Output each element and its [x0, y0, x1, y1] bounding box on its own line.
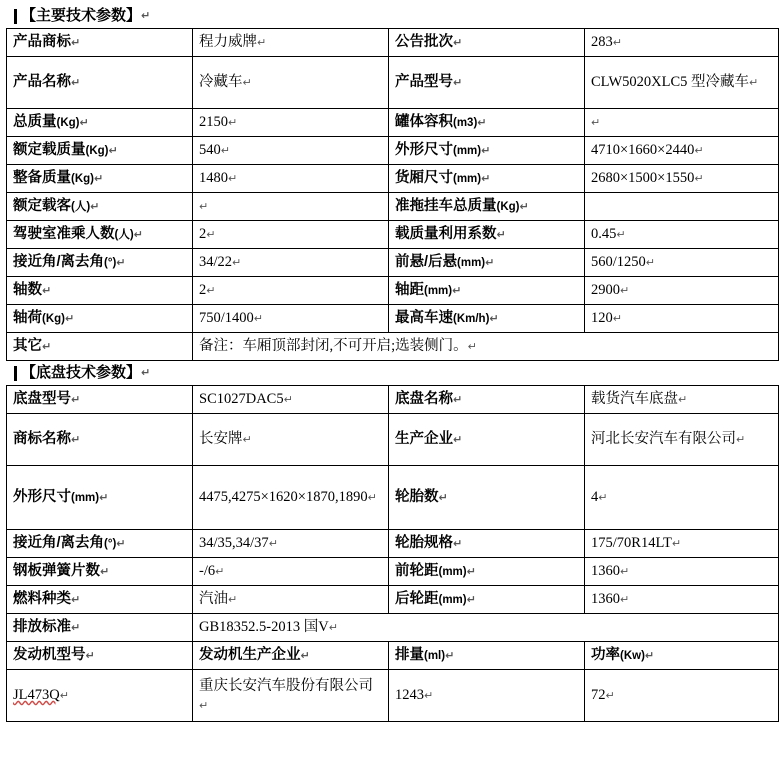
paragraph-mark-icon: ↵ [612, 37, 622, 49]
cell-value [389, 670, 585, 722]
cell-text: 2680×1500×1550 [591, 170, 695, 186]
cell-value [193, 670, 389, 722]
cell-unit: (Kg) [496, 201, 520, 213]
cell-text: 生产企业 [395, 431, 453, 447]
cell-label [7, 305, 193, 333]
cell-unit: (Kg) [42, 313, 65, 325]
cell-text: 产品商标 [13, 34, 71, 50]
cell-value [585, 414, 779, 466]
cell-label [389, 642, 585, 670]
cell-text: 额定载客 [13, 198, 71, 214]
paragraph-mark-icon: ↵ [141, 367, 151, 379]
paragraph-mark-icon: ↵ [367, 492, 377, 504]
paragraph-mark-icon: ↵ [328, 622, 338, 634]
cell-value [585, 530, 779, 558]
cell-text: 罐体容积 [395, 114, 453, 130]
paragraph-mark-icon: ↵ [612, 313, 622, 325]
paragraph-mark-icon: ↵ [199, 699, 209, 712]
cell-text: 接近角/离去角 [13, 535, 105, 551]
cell-value [193, 466, 389, 530]
table-row [7, 165, 779, 193]
paragraph-mark-icon: ↵ [645, 257, 655, 269]
cell-value [585, 249, 779, 277]
cell-text: 额定载质量 [13, 142, 86, 158]
cell-value [193, 386, 389, 414]
paragraph-mark-icon: ↵ [71, 594, 81, 606]
table-row [7, 305, 779, 333]
cell-label [389, 165, 585, 193]
paragraph-mark-icon: ↵ [671, 538, 682, 550]
paragraph-mark-icon: ↵ [466, 594, 476, 606]
table-row-note [7, 333, 779, 361]
cell-text: 1243 [395, 687, 424, 703]
paragraph-mark-icon: ↵ [466, 566, 476, 578]
cell-text: 2 [199, 282, 207, 298]
cell-text: 程力威牌 [199, 34, 257, 50]
paragraph-mark-icon: ↵ [424, 690, 434, 702]
cell-label [7, 137, 193, 165]
cell-text: 外形尺寸 [13, 489, 71, 505]
paragraph-mark-icon: ↵ [452, 285, 462, 297]
cell-value [193, 109, 389, 137]
paragraph-mark-icon: ↵ [519, 201, 529, 213]
paragraph-mark-icon: ↵ [220, 145, 230, 157]
paragraph-mark-icon: ↵ [678, 394, 688, 406]
cell-text: CLW5020XLC5 型冷藏车 [591, 74, 750, 90]
paragraph-mark-icon: ↵ [232, 257, 242, 269]
cell-value [585, 57, 779, 109]
section-heading-main-specs [4, 4, 778, 28]
paragraph-mark-icon: ↵ [736, 434, 746, 446]
paragraph-mark-icon: ↵ [749, 77, 759, 89]
table-row [7, 586, 779, 614]
cell-text: 175/70R14LT [591, 535, 672, 551]
cell-label [389, 277, 585, 305]
cell-label [193, 642, 389, 670]
cell-unit: (Km/h) [453, 313, 490, 325]
cell-unit: (mm) [453, 145, 482, 157]
cell-value [585, 137, 779, 165]
cell-text: 120 [591, 310, 613, 326]
cell-text: 载质量利用系数 [395, 226, 497, 242]
cell-text: 4710×1660×2440 [591, 142, 695, 158]
paragraph-mark-icon: ↵ [116, 257, 126, 269]
cell-label [7, 221, 193, 249]
cell-text: 功率 [591, 647, 620, 663]
cell-text: 2900 [591, 282, 620, 298]
paragraph-mark-icon: ↵ [268, 538, 278, 550]
cell-unit: (Kg) [85, 145, 109, 157]
table-row-engine-values [7, 670, 779, 722]
table-row [7, 57, 779, 109]
cell-value [585, 277, 779, 305]
cell-unit: (ml) [424, 650, 446, 662]
paragraph-mark-icon: ↵ [206, 229, 216, 241]
cell-text: 2 [199, 226, 207, 242]
paragraph-mark-icon: ↵ [228, 594, 238, 606]
cell-text: 4475,4275×1620×1870,1890 [199, 489, 368, 505]
paragraph-mark-icon: ↵ [591, 117, 601, 129]
heading-bar-icon [14, 366, 17, 381]
paragraph-mark-icon: ↵ [59, 690, 69, 702]
cell-text: 产品型号 [395, 74, 453, 90]
cell-label [389, 57, 585, 109]
cell-label-emission [7, 614, 193, 642]
cell-label [389, 305, 585, 333]
cell-text: 1360 [591, 563, 620, 579]
table-row-engine-header [7, 642, 779, 670]
cell-text: 备注：车厢顶部封闭,不可开启;选装侧门。 [199, 338, 468, 354]
cell-value-note [193, 333, 779, 361]
paragraph-mark-icon: ↵ [242, 434, 252, 446]
cell-text: 轴荷 [13, 310, 42, 326]
cell-label [7, 165, 193, 193]
cell-text: 公告批次 [395, 34, 453, 50]
cell-label [7, 386, 193, 414]
cell-value [585, 29, 779, 57]
cell-label [7, 29, 193, 57]
cell-label [389, 29, 585, 57]
paragraph-mark-icon: ↵ [477, 117, 487, 129]
cell-text: 最高车速 [395, 310, 453, 326]
cell-text: 750/1400 [199, 310, 254, 326]
cell-unit: (°) [104, 257, 117, 269]
table-row [7, 29, 779, 57]
cell-text: 接近角/离去角 [13, 254, 105, 270]
cell-label [389, 109, 585, 137]
paragraph-mark-icon: ↵ [79, 117, 89, 129]
cell-unit: (°) [104, 538, 117, 550]
cell-text: 底盘型号 [13, 391, 71, 407]
table-row [7, 466, 779, 530]
cell-text: 0.45 [591, 226, 617, 242]
paragraph-mark-icon: ↵ [133, 229, 143, 241]
paragraph-mark-icon: ↵ [453, 434, 463, 446]
main-specs-table [6, 28, 779, 361]
cell-label [389, 558, 585, 586]
cell-text: SC1027DAC5 [199, 391, 284, 407]
cell-text: 河北长安汽车有限公司 [591, 431, 736, 447]
cell-text: 283 [591, 34, 613, 50]
cell-label [389, 414, 585, 466]
cell-text: 驾驶室准乘人数 [13, 226, 115, 242]
cell-label [7, 414, 193, 466]
cell-value [193, 221, 389, 249]
cell-value [585, 558, 779, 586]
paragraph-mark-icon: ↵ [257, 37, 267, 49]
cell-label [7, 249, 193, 277]
paragraph-mark-icon: ↵ [71, 434, 81, 446]
paragraph-mark-icon: ↵ [620, 566, 630, 578]
paragraph-mark-icon: ↵ [71, 394, 81, 406]
paragraph-mark-icon: ↵ [453, 538, 463, 550]
cell-text: 2150 [199, 114, 228, 130]
cell-label [7, 558, 193, 586]
cell-label [7, 57, 193, 109]
paragraph-mark-icon: ↵ [71, 77, 81, 89]
paragraph-mark-icon: ↵ [100, 566, 110, 578]
cell-label [7, 530, 193, 558]
paragraph-mark-icon: ↵ [228, 117, 238, 129]
cell-unit: (Kw) [620, 650, 645, 662]
cell-label [389, 221, 585, 249]
table-row [7, 193, 779, 221]
cell-text: 载货汽车底盘 [591, 391, 678, 407]
cell-unit: (mm) [457, 257, 486, 269]
paragraph-mark-icon: ↵ [71, 622, 81, 634]
cell-text: 商标名称 [13, 431, 71, 447]
cell-value [585, 670, 779, 722]
cell-value [193, 530, 389, 558]
cell-unit: (mm) [453, 173, 482, 185]
table-row [7, 530, 779, 558]
cell-value [193, 305, 389, 333]
paragraph-mark-icon: ↵ [694, 145, 704, 157]
cell-text: 产品名称 [13, 74, 71, 90]
cell-label [389, 137, 585, 165]
cell-label [7, 277, 193, 305]
cell-text: 前轮距 [395, 563, 439, 579]
cell-value [193, 137, 389, 165]
cell-unit: (mm) [438, 594, 467, 606]
cell-unit: (人) [114, 229, 134, 241]
cell-label-other [7, 333, 193, 361]
cell-text: 540 [199, 142, 221, 158]
cell-value [585, 386, 779, 414]
cell-value [585, 165, 779, 193]
paragraph-mark-icon: ↵ [445, 650, 455, 662]
paragraph-mark-icon: ↵ [453, 37, 463, 49]
cell-value [193, 558, 389, 586]
cell-label [7, 109, 193, 137]
cell-text: 560/1250 [591, 254, 646, 270]
paragraph-mark-icon: ↵ [65, 313, 75, 325]
cell-text: 1360 [591, 591, 620, 607]
paragraph-mark-icon: ↵ [71, 37, 81, 49]
cell-value [585, 221, 779, 249]
cell-text: 前悬/后悬 [395, 254, 458, 270]
cell-text: 34/35,34/37 [199, 535, 269, 551]
cell-label [389, 386, 585, 414]
cell-text: 其它 [13, 338, 42, 354]
cell-text: 排量 [395, 647, 424, 663]
section-heading-chassis-specs-label: 【底盘技术参数】 [21, 364, 142, 381]
cell-value [193, 57, 389, 109]
table-row [7, 109, 779, 137]
paragraph-mark-icon: ↵ [620, 594, 630, 606]
cell-label [7, 466, 193, 530]
paragraph-mark-icon: ↵ [453, 394, 463, 406]
cell-text: 34/22 [199, 254, 233, 270]
cell-text: 冷藏车 [199, 74, 243, 90]
paragraph-mark-icon: ↵ [620, 285, 630, 297]
cell-text: 燃料种类 [13, 591, 71, 607]
paragraph-mark-icon: ↵ [481, 145, 491, 157]
cell-text: -/6 [199, 563, 216, 579]
section-heading-main-specs-label: 【主要技术参数】 [21, 7, 142, 24]
cell-value [193, 165, 389, 193]
table-row [7, 558, 779, 586]
chassis-specs-table [6, 385, 779, 722]
table-row [7, 386, 779, 414]
cell-value [193, 249, 389, 277]
cell-value [585, 305, 779, 333]
cell-value-emission [193, 614, 779, 642]
paragraph-mark-icon: ↵ [605, 690, 615, 702]
cell-value [585, 193, 779, 221]
cell-label [389, 193, 585, 221]
cell-unit: (mm) [424, 285, 453, 297]
cell-text: 货厢尺寸 [395, 170, 453, 186]
paragraph-mark-icon: ↵ [467, 341, 477, 353]
heading-bar-icon [14, 9, 17, 24]
cell-label [389, 466, 585, 530]
cell-text: 长安牌 [199, 431, 243, 447]
cell-text: 4 [591, 489, 599, 505]
cell-text: 轴数 [13, 282, 42, 298]
cell-unit: (Kg) [71, 173, 94, 185]
cell-text: 轴距 [395, 282, 424, 298]
paragraph-mark-icon: ↵ [598, 492, 608, 504]
paragraph-mark-icon: ↵ [116, 538, 126, 550]
cell-label [585, 642, 779, 670]
cell-unit: (m3) [453, 117, 478, 129]
section-heading-chassis-specs [4, 361, 778, 385]
paragraph-mark-icon: ↵ [215, 566, 225, 578]
cell-unit: (Kg) [56, 117, 80, 129]
cell-text: 汽油 [199, 591, 228, 607]
paragraph-mark-icon: ↵ [481, 173, 491, 185]
paragraph-mark-icon: ↵ [108, 145, 118, 157]
paragraph-mark-icon: ↵ [242, 77, 252, 89]
cell-value [585, 109, 779, 137]
cell-unit: (人) [71, 201, 91, 213]
cell-text: 后轮距 [395, 591, 439, 607]
paragraph-mark-icon: ↵ [438, 492, 448, 504]
paragraph-mark-icon: ↵ [644, 650, 655, 662]
paragraph-mark-icon: ↵ [42, 341, 52, 353]
paragraph-mark-icon: ↵ [141, 10, 151, 22]
paragraph-mark-icon: ↵ [206, 285, 216, 297]
cell-value [193, 586, 389, 614]
cell-text: 轮胎规格 [395, 535, 453, 551]
cell-text: 钢板弹簧片数 [13, 563, 100, 579]
table-row [7, 249, 779, 277]
cell-label [7, 193, 193, 221]
paragraph-mark-icon: ↵ [489, 313, 499, 325]
cell-text: 底盘名称 [395, 391, 453, 407]
table-row [7, 221, 779, 249]
cell-label [7, 642, 193, 670]
cell-text: 总质量 [13, 114, 57, 130]
cell-value [193, 193, 389, 221]
paragraph-mark-icon: ↵ [694, 173, 704, 185]
cell-text: JL473Q [13, 687, 60, 703]
cell-label [389, 586, 585, 614]
cell-value [193, 414, 389, 466]
paragraph-mark-icon: ↵ [99, 492, 109, 504]
paragraph-mark-icon: ↵ [94, 173, 104, 185]
cell-value [193, 277, 389, 305]
table-row-emission [7, 614, 779, 642]
cell-text: 轮胎数 [395, 489, 439, 505]
cell-text: 整备质量 [13, 170, 71, 186]
paragraph-mark-icon: ↵ [496, 229, 506, 241]
paragraph-mark-icon: ↵ [453, 77, 463, 89]
cell-text: 准拖挂车总质量 [395, 198, 497, 214]
cell-value [7, 670, 193, 722]
paragraph-mark-icon: ↵ [253, 313, 263, 325]
cell-text: 发动机型号 [13, 647, 86, 663]
cell-value [193, 29, 389, 57]
cell-text: 排放标准 [13, 619, 71, 635]
cell-text: 发动机生产企业 [199, 647, 301, 663]
cell-text: 外形尺寸 [395, 142, 453, 158]
cell-label [389, 530, 585, 558]
cell-text: GB18352.5-2013 国V [199, 619, 329, 635]
cell-label [7, 586, 193, 614]
cell-value [585, 466, 779, 530]
cell-unit: (mm) [71, 492, 100, 504]
cell-unit: (mm) [438, 566, 467, 578]
paragraph-mark-icon: ↵ [199, 201, 209, 213]
paragraph-mark-icon: ↵ [300, 650, 310, 662]
cell-label [389, 249, 585, 277]
paragraph-mark-icon: ↵ [90, 201, 100, 213]
cell-value [585, 586, 779, 614]
paragraph-mark-icon: ↵ [42, 285, 52, 297]
cell-text: 1480 [199, 170, 228, 186]
cell-text: 72 [591, 687, 606, 703]
cell-text: 重庆长安汽车股份有限公司 [199, 677, 373, 694]
paragraph-mark-icon: ↵ [485, 257, 495, 269]
table-row [7, 414, 779, 466]
paragraph-mark-icon: ↵ [228, 173, 238, 185]
paragraph-mark-icon: ↵ [283, 394, 293, 406]
table-row [7, 137, 779, 165]
paragraph-mark-icon: ↵ [616, 229, 626, 241]
paragraph-mark-icon: ↵ [85, 650, 95, 662]
table-row [7, 277, 779, 305]
